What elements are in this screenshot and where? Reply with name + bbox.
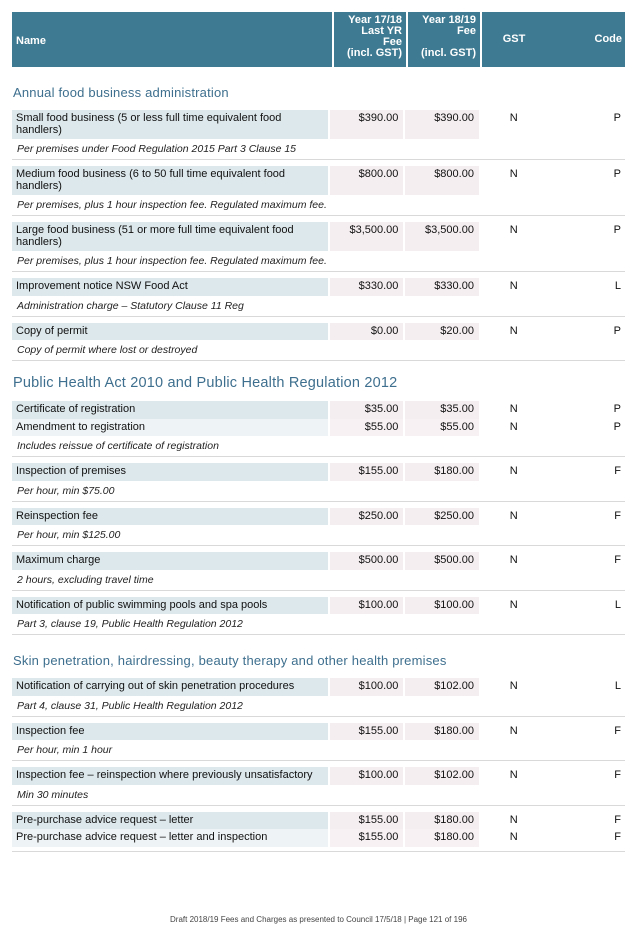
table-row <box>12 110 625 139</box>
header-y17-line: Last YR <box>361 25 402 37</box>
fee-year-18-19: $800.00 <box>405 166 479 195</box>
fee-group <box>12 401 625 457</box>
fee-group <box>12 110 625 160</box>
fee-year-17-18: $100.00 <box>330 597 404 615</box>
fee-year-17-18: $55.00 <box>330 419 404 437</box>
fee-code: L <box>614 598 621 611</box>
header-y18-line: Year 18/19 <box>422 14 476 26</box>
fee-note: Per premises, plus 1 hour inspection fee. Regulated maximum fee. <box>12 251 625 272</box>
header-y18-line: (incl. GST) <box>421 47 476 59</box>
fee-code: P <box>613 403 621 415</box>
fee-group <box>12 678 625 717</box>
gst-flag: N <box>509 224 518 236</box>
fee-note: Per hour, min $75.00 <box>12 481 625 502</box>
fee-code: F <box>614 465 621 477</box>
fee-year-18-19: $102.00 <box>405 767 479 785</box>
fee-name: Pre-purchase advice request – letter and inspection <box>12 829 328 847</box>
fee-code: P <box>613 168 621 180</box>
fee-code: P <box>613 224 621 236</box>
header-gst-label: GST <box>502 33 526 45</box>
table-row <box>12 552 625 570</box>
fee-group <box>12 166 625 216</box>
fee-code: F <box>614 724 621 737</box>
fee-note: Copy of permit where lost or destroyed <box>12 340 625 361</box>
gst-flag: N <box>509 813 518 826</box>
fee-name: Copy of permit <box>12 323 328 341</box>
table-row <box>12 222 625 251</box>
fee-name: Maximum charge <box>12 552 328 570</box>
fee-year-17-18: $390.00 <box>330 110 404 139</box>
fee-name: Medium food business (6 to 50 full time equivalent food handlers) <box>12 166 328 195</box>
fee-group <box>12 597 625 636</box>
fee-year-17-18: $100.00 <box>330 678 404 696</box>
fee-table-body <box>12 67 625 858</box>
fee-name: Large food business (51 or more full time equivalent food handlers) <box>12 222 328 251</box>
section-title: Skin penetration, hairdressing, beauty therapy and other health premises <box>13 653 447 668</box>
fee-code: F <box>614 554 621 566</box>
page-footer: Draft 2018/19 Fees and Charges as presented to Council 17/5/18 | Page 121 of 196 <box>170 915 467 924</box>
table-row <box>12 166 625 195</box>
fee-year-18-19: $180.00 <box>405 829 479 847</box>
fee-note: Per premises under Food Regulation 2015 Part 3 Clause 15 <box>12 139 625 160</box>
table-row <box>12 401 625 419</box>
header-name-label: Name <box>16 34 46 47</box>
fee-name: Inspection fee <box>12 723 328 741</box>
fee-year-18-19: $180.00 <box>405 463 479 481</box>
fee-code: P <box>613 112 621 124</box>
fee-group <box>12 552 625 591</box>
table-row <box>12 597 625 615</box>
fee-year-17-18: $800.00 <box>330 166 404 195</box>
fee-name: Amendment to registration <box>12 419 328 437</box>
fee-note: Part 3, clause 19, Public Health Regulation 2012 <box>12 614 625 635</box>
fee-note: Per hour, min 1 hour <box>12 740 625 761</box>
table-row <box>12 278 625 296</box>
header-y17-line: (incl. GST) <box>347 47 402 59</box>
fee-year-17-18: $155.00 <box>330 723 404 741</box>
header-y18-line: Fee <box>457 25 476 37</box>
gst-flag: N <box>509 168 518 180</box>
fee-group <box>12 723 625 762</box>
table-row <box>12 829 625 847</box>
gst-flag: N <box>509 831 518 843</box>
gst-flag: N <box>509 509 518 522</box>
fee-code: F <box>614 831 621 843</box>
gst-flag: N <box>509 403 518 415</box>
header-gst <box>480 12 546 67</box>
table-row <box>12 323 625 341</box>
fee-name: Inspection fee – reinspection where previously unsatisfactory <box>12 767 328 785</box>
table-row <box>12 812 625 830</box>
fee-year-18-19: $180.00 <box>405 812 479 830</box>
fee-year-17-18: $155.00 <box>330 829 404 847</box>
fee-name: Improvement notice NSW Food Act <box>12 278 328 296</box>
table-row <box>12 508 625 526</box>
fee-year-18-19: $20.00 <box>405 323 479 341</box>
fee-year-17-18: $330.00 <box>330 278 404 296</box>
header-name <box>12 12 332 67</box>
gst-flag: N <box>509 769 518 781</box>
gst-flag: N <box>509 680 518 692</box>
fee-code: L <box>614 280 621 292</box>
fee-year-18-19: $3,500.00 <box>405 222 479 251</box>
fee-year-17-18: $500.00 <box>330 552 404 570</box>
fee-name: Pre-purchase advice request – letter <box>12 812 328 830</box>
header-year-17-18 <box>332 12 406 67</box>
fee-year-17-18: $155.00 <box>330 463 404 481</box>
fee-note: Per hour, min $125.00 <box>12 525 625 546</box>
fee-name: Notification of public swimming pools and spa pools <box>12 597 328 615</box>
gst-flag: N <box>509 465 518 477</box>
table-row <box>12 767 625 785</box>
fee-code: F <box>614 509 621 522</box>
fee-name: Small food business (5 or less full time equivalent food handlers) <box>12 110 328 139</box>
fee-code: L <box>614 680 621 692</box>
fee-group <box>12 323 625 362</box>
fee-group <box>12 463 625 502</box>
fee-name: Certificate of registration <box>12 401 328 419</box>
fee-note: 2 hours, excluding travel time <box>12 570 625 591</box>
fee-year-17-18: $100.00 <box>330 767 404 785</box>
table-header <box>12 12 625 67</box>
fee-name: Reinspection fee <box>12 508 328 526</box>
header-year-18-19 <box>406 12 480 67</box>
header-code-label: Code <box>594 33 622 45</box>
table-row <box>12 463 625 481</box>
fee-note <box>12 847 625 852</box>
fee-name: Notification of carrying out of skin penetration procedures <box>12 678 328 696</box>
fee-code: F <box>614 813 621 826</box>
gst-flag: N <box>509 112 518 124</box>
fee-year-18-19: $55.00 <box>405 419 479 437</box>
header-code <box>546 12 625 67</box>
fee-note: Administration charge – Statutory Clause 11 Reg <box>12 296 625 317</box>
fee-code: P <box>613 324 621 337</box>
fee-year-17-18: $35.00 <box>330 401 404 419</box>
header-y17-line: Year 17/18 <box>348 14 402 26</box>
table-row <box>12 678 625 696</box>
fee-group <box>12 812 625 852</box>
gst-flag: N <box>509 280 518 292</box>
fee-note: Includes reissue of certificate of registration <box>12 436 625 457</box>
fee-year-18-19: $180.00 <box>405 723 479 741</box>
fee-year-18-19: $100.00 <box>405 597 479 615</box>
fee-code: P <box>613 420 621 433</box>
gst-flag: N <box>509 554 518 566</box>
fee-year-17-18: $155.00 <box>330 812 404 830</box>
section-title: Annual food business administration <box>13 85 229 100</box>
gst-flag: N <box>509 724 518 737</box>
fee-year-17-18: $250.00 <box>330 508 404 526</box>
fee-group <box>12 508 625 547</box>
fee-year-18-19: $390.00 <box>405 110 479 139</box>
fee-note: Per premises, plus 1 hour inspection fee. Regulated maximum fee. <box>12 195 625 216</box>
gst-flag: N <box>509 324 518 337</box>
gst-flag: N <box>509 598 518 611</box>
header-y17-line: Fee <box>383 36 402 48</box>
table-row <box>12 419 625 437</box>
fee-note: Part 4, clause 31, Public Health Regulation 2012 <box>12 696 625 717</box>
fee-year-17-18: $0.00 <box>330 323 404 341</box>
fee-year-18-19: $250.00 <box>405 508 479 526</box>
gst-flag: N <box>509 420 518 433</box>
fee-year-18-19: $330.00 <box>405 278 479 296</box>
section-title: Public Health Act 2010 and Public Health Regulation 2012 <box>13 375 398 391</box>
table-row <box>12 723 625 741</box>
fee-year-18-19: $35.00 <box>405 401 479 419</box>
fee-group <box>12 222 625 272</box>
fee-name: Inspection of premises <box>12 463 328 481</box>
fee-group <box>12 278 625 317</box>
fee-year-17-18: $3,500.00 <box>330 222 404 251</box>
fee-year-18-19: $102.00 <box>405 678 479 696</box>
fee-code: F <box>614 769 621 781</box>
fee-note: Min 30 minutes <box>12 785 625 806</box>
fee-year-18-19: $500.00 <box>405 552 479 570</box>
fee-group <box>12 767 625 806</box>
